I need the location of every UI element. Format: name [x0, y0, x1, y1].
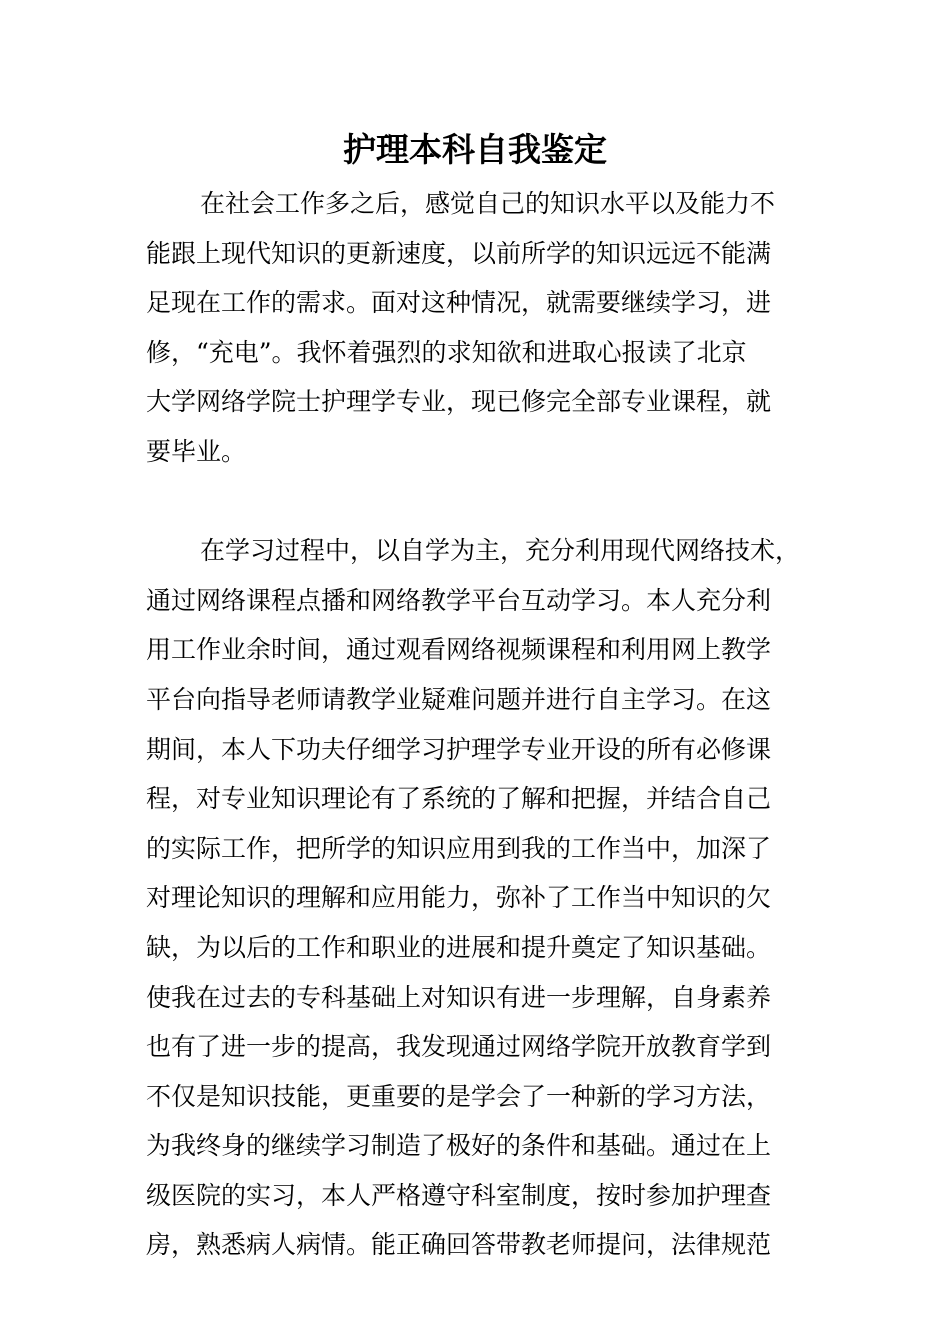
- text-line: 期间，本人下功夫仔细学习护理学专业开设的所有必修课: [146, 734, 772, 764]
- text-line: 通过网络课程点播和网络教学平台互动学习。本人充分利: [146, 585, 772, 615]
- text-line: 在学习过程中，以自学为主，充分利用现代网络技术，: [200, 536, 801, 566]
- text-line: 级医院的实习，本人严格遵守科室制度，按时参加护理查: [146, 1180, 772, 1210]
- text-line: 大学网络学院士护理学专业，现已修完全部专业课程，就: [146, 387, 772, 417]
- text-line: 为我终身的继续学习制造了极好的条件和基础。通过在上: [146, 1131, 772, 1161]
- document-title: 护理本科自我鉴定: [343, 130, 607, 169]
- text-line: 房，熟悉病人病情。能正确回答带教老师提问，法律规范: [146, 1230, 772, 1260]
- paragraph-gap: [146, 477, 836, 527]
- text-line: 程，对专业知识理论有了系统的了解和把握，并结合自己: [146, 784, 772, 814]
- text-line: 修，“充电”。我怀着强烈的求知欲和进取心报读了北京: [146, 337, 747, 367]
- text-line: 要毕业。: [146, 436, 247, 466]
- text-line: 平台向指导老师请教学业疑难问题并进行自主学习。在这: [146, 684, 772, 714]
- text-line: 在社会工作多之后，感觉自己的知识水平以及能力不: [200, 189, 776, 218]
- document-body: [146, 179, 836, 1270]
- text-line: 用工作业余时间，通过观看网络视频课程和利用网上教学: [146, 635, 772, 665]
- text-line: 不仅是知识技能，更重要的是学会了一种新的学习方法，: [146, 1081, 772, 1111]
- text-line: 也有了进一步的提高，我发现通过网络学院开放教育学到: [146, 1032, 772, 1062]
- text-line: 对理论知识的理解和应用能力，弥补了工作当中知识的欠: [146, 883, 772, 913]
- text-line: 缺，为以后的工作和职业的进展和提升奠定了知识基础。: [146, 932, 772, 962]
- text-line: 使我在过去的专科基础上对知识有进一步理解，自身素养: [146, 982, 772, 1012]
- text-line: 足现在工作的需求。面对这种情况，就需要继续学习，进: [146, 288, 772, 318]
- paragraph-1: [146, 179, 836, 477]
- text-line: 的实际工作，把所学的知识应用到我的工作当中，加深了: [146, 833, 772, 863]
- paragraph-2: [146, 526, 836, 1270]
- text-line: 能跟上现代知识的更新速度，以前所学的知识远远不能满: [146, 238, 772, 268]
